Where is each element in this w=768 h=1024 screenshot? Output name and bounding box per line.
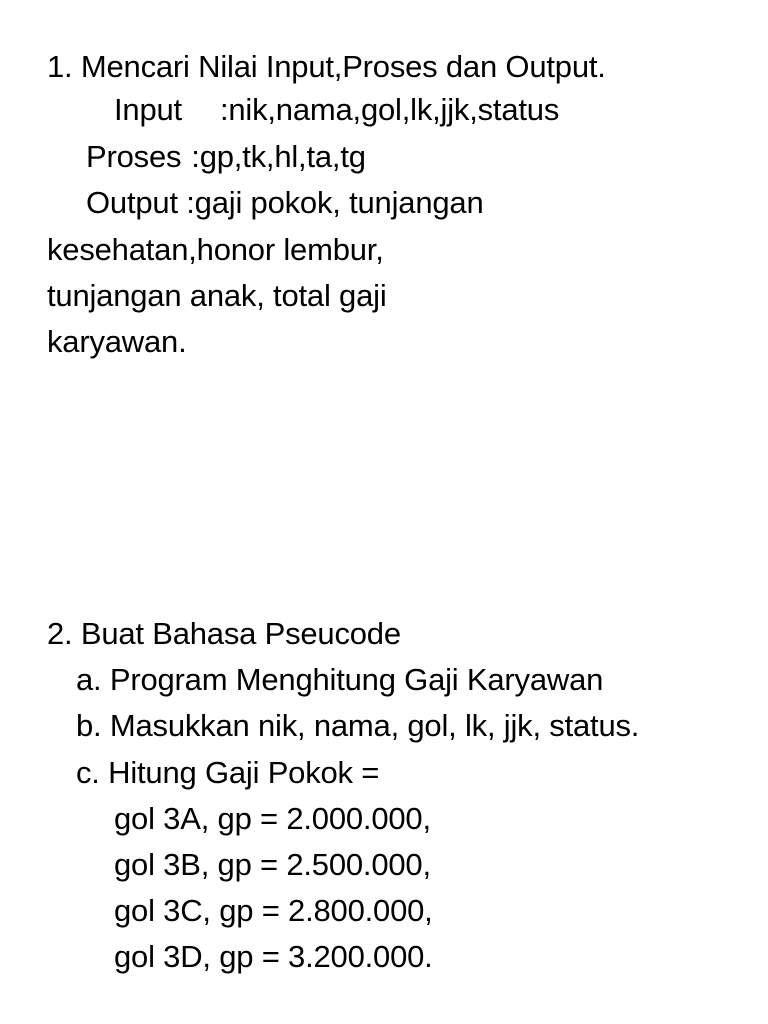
output-line-1: Output :gaji pokok, tunjangan — [86, 185, 484, 220]
input-line — [114, 87, 559, 133]
pseudocode-item-b: b. Masukkan nik, nama, gol, lk, jjk, status. — [76, 708, 640, 743]
pseudocode-item-c: c. Hitung Gaji Pokok = — [76, 755, 380, 790]
input-value: :nik,nama,gol,lk,jjk,status — [219, 92, 560, 127]
gol-3d-line: gol 3D, gp = 3.200.000. — [114, 939, 433, 974]
proses-line — [86, 134, 366, 180]
gol-3c-line: gol 3C, gp = 2.800.000, — [114, 893, 433, 928]
output-line-2: kesehatan,honor lembur, — [47, 232, 384, 267]
section1-heading: 1. Mencari Nilai Input,Proses dan Output. — [47, 49, 606, 84]
input-label: Input — [114, 92, 182, 127]
output-line-4: karyawan. — [47, 324, 187, 359]
proses-value: :gp,tk,hl,ta,tg — [191, 139, 366, 174]
pseudocode-item-a: a. Program Menghitung Gaji Karyawan — [76, 662, 604, 697]
proses-label: Proses — [86, 139, 182, 174]
gol-3a-line: gol 3A, gp = 2.000.000, — [114, 801, 431, 836]
gol-3b-line: gol 3B, gp = 2.500.000, — [114, 847, 431, 882]
output-line-3: tunjangan anak, total gaji — [47, 278, 387, 313]
section2-heading: 2. Buat Bahasa Pseucode — [47, 616, 401, 651]
